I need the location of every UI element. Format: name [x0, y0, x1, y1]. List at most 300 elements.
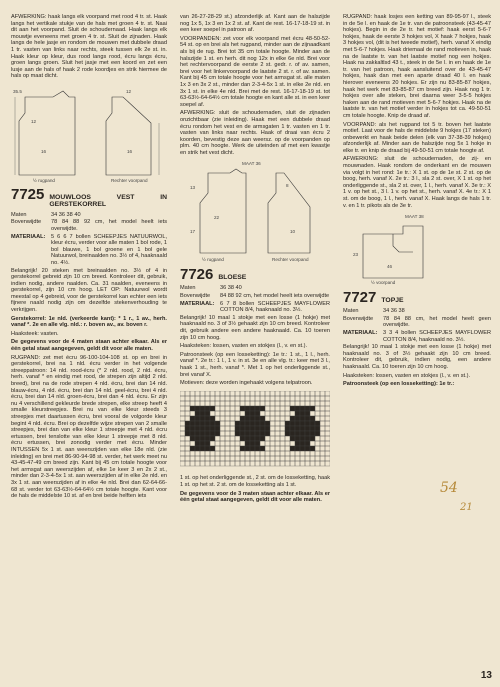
chart-cell — [200, 456, 205, 461]
chart-cell — [300, 436, 305, 441]
chart-cell — [265, 431, 270, 436]
diagram2-r1: 8 — [286, 183, 289, 189]
chart-cell — [185, 401, 190, 406]
pattern-title: MOUWLOOS VEST IN GERSTEKORREL — [49, 193, 167, 209]
material-row: MATERIAAL: 5 6 6 7 bollen SCHEEPJES NATUURWOL, kleur écru, verder voor alle maten 1 bol rode, 1 bol blauwe, 1 bol groene en 1 bol gele Natuurwol, breinaalden no. 3½ of 4, haaknaald no. 4½. — [11, 233, 167, 266]
chart-cell — [245, 431, 250, 436]
chart-cell — [270, 431, 275, 436]
chart-cell — [255, 426, 260, 431]
chart-cell — [190, 446, 195, 451]
chart-cell — [240, 451, 245, 456]
chart-cell — [230, 436, 235, 441]
chart-cell — [210, 406, 215, 411]
chart-cell — [310, 416, 315, 421]
chart-cell — [310, 421, 315, 426]
chart-cell — [230, 426, 235, 431]
chart-cell — [205, 441, 210, 446]
chart-cell — [250, 431, 255, 436]
chart-cell — [285, 441, 290, 446]
chart-cell — [210, 411, 215, 416]
diagram2-r2: 10 — [290, 229, 296, 235]
chart-cell — [200, 411, 205, 416]
chart-cell — [235, 431, 240, 436]
chart-cell — [215, 451, 220, 456]
chart-cell — [195, 391, 200, 396]
chart-cell — [255, 446, 260, 451]
diagram2-maat: MAAT 36 — [242, 161, 261, 167]
chart-cell — [225, 426, 230, 431]
chart-cell — [190, 441, 195, 446]
chart-cell — [275, 406, 280, 411]
chart-cell — [235, 441, 240, 446]
chart-cell — [190, 456, 195, 461]
chart-cell — [195, 421, 200, 426]
chart-cell — [255, 391, 260, 396]
chart-cell — [280, 416, 285, 421]
sizes-row: Maten 36 38 40 — [180, 285, 242, 292]
chart-cell — [220, 406, 225, 411]
chart-cell — [305, 396, 310, 401]
chart-cell — [220, 461, 225, 466]
chart-cell — [280, 421, 285, 426]
chart-cell — [270, 461, 275, 466]
chart-cell — [305, 431, 310, 436]
chart-cell — [285, 461, 290, 466]
chart-cell — [275, 396, 280, 401]
chart-cell — [260, 416, 265, 421]
chart-cell — [305, 456, 310, 461]
chart-cell — [310, 396, 315, 401]
chart-cell — [185, 406, 190, 411]
chart-cell — [250, 416, 255, 421]
chart-cell — [320, 416, 325, 421]
chart-cell — [195, 446, 200, 451]
chart-cell — [235, 446, 240, 451]
chart-cell — [230, 416, 235, 421]
chart-cell — [230, 391, 235, 396]
chart-cell — [235, 406, 240, 411]
chart-cell — [285, 406, 290, 411]
chart-cell — [320, 426, 325, 431]
chart-cell — [200, 461, 205, 466]
chart-cell — [210, 431, 215, 436]
chart-cell — [195, 461, 200, 466]
chart-cell — [290, 391, 295, 396]
diagram2-caption-right: Rechter voorpand — [272, 257, 309, 263]
chart-cell — [255, 461, 260, 466]
chart-cell — [265, 411, 270, 416]
chart-cell — [180, 406, 185, 411]
chart-cell — [250, 396, 255, 401]
chart-cell — [295, 461, 300, 466]
chart-cell — [250, 426, 255, 431]
chart-cell — [320, 441, 325, 446]
chart-cell — [295, 416, 300, 421]
pattern-title: BLOESE — [218, 274, 247, 282]
chart-cell — [180, 426, 185, 431]
chart-cell — [220, 446, 225, 451]
chart-cell — [235, 436, 240, 441]
chart-cell — [225, 411, 230, 416]
chart-cell — [270, 456, 275, 461]
afwerking-text: AFWERKING: haak langs elk voorpand met rood 4 tr. st. Haak langs het vertikale stukje van de hals met groen 4 tr. st. Naai dit aan het voorpand. Sluit de schoudernaad. Haak langs elk mouwtje eveneens met groen 4 tr. st. Sluit de zijnaden. Haak langs de hele jasje en rondom de mouwen met dubbele draad 1 tr. vasten van links naar rechts, steek tussen elk 2e st. in. Haak kleur op kleur, dus rood langs rood, écru langs écru, groen langs groen. Sluit het jasje met een koord en zet een lusje aan de hals of haak 2 rode koordjes en strik hiermee de hals op maat dicht. — [11, 14, 167, 80]
sizes-note: De gegevens voor de 4 maten staan achter elkaar. Als er één getal staat aangegeven, geldt dit voor alle maten. — [11, 339, 167, 353]
chart-cell — [295, 436, 300, 441]
chart-cell — [255, 421, 260, 426]
chart-cell — [210, 421, 215, 426]
chart-cell — [275, 461, 280, 466]
chart-cell — [325, 421, 330, 426]
chart-cell — [305, 421, 310, 426]
chart-cell — [270, 446, 275, 451]
chart-cell — [240, 401, 245, 406]
chart-cell — [325, 401, 330, 406]
rugpand-text: RUGPAND: haak losjes een ketting van 89-95-97 l., steek in de 5e l. en haak de 1e tr. van de patroonsteek (43-45-47 hokjes). Begin in de 2e tr. het motief: haak eerst 5-6-7 hokjes, haak de eerste 3 hokjes vol, X haak 7 hokjes, haak 3 hokjes vol, (dit is het tweede motief), herh. vanaf X eindig met 5-6-7 hokjes. Haak driemaal de rand motieven in, haak na de laatste tr. van het laatste motief nog een hokjes. Haak na zakkaltlsd 43 t., steek in de 5e l. in en haak de 1e tr. van het patroon, haak aansluitend over de 43-45-47 hokjes, haak dan met een aparte draad 40 l. en haak hierover eveneens 20 hokjes. Er zijn nu 83-85-87 hokjes, haak het werk met 83-85-87 cm breed zijn. Haak nog 1 tr. hokjes over alle steken, brei daarna weer 3-5-5 hokjes haken aan de rand motieven met 5-6-7 hokjes. Haak na de laatste tr. van het motief verder in hokjes tot ca. 49-50-51 cm totale hoogte. Knip de draad af. — [343, 14, 491, 119]
chart-cell — [220, 401, 225, 406]
chart-cell — [185, 431, 190, 436]
chart-cell — [180, 431, 185, 436]
chart-cell — [320, 396, 325, 401]
chart-cell — [280, 426, 285, 431]
pattern-diagram-2 — [180, 159, 330, 263]
chart-cell — [220, 451, 225, 456]
chart-cell — [240, 446, 245, 451]
chart-cell — [255, 431, 260, 436]
chart-cell — [245, 441, 250, 446]
chart-cell — [280, 436, 285, 441]
chart-cell — [230, 451, 235, 456]
width-row: Bovenwijdte 78 84 88 92 cm, het model heelt iets overwijdte. — [11, 219, 167, 232]
chart-cell — [220, 411, 225, 416]
chart-cell — [320, 406, 325, 411]
chart-cell — [225, 391, 230, 396]
chart-cell — [250, 391, 255, 396]
chart-cell — [295, 401, 300, 406]
chart-cell — [315, 451, 320, 456]
chart-cell — [205, 421, 210, 426]
chart-cell — [280, 411, 285, 416]
chart-cell — [200, 426, 205, 431]
pattern-number: 7725 — [11, 185, 45, 203]
diagram3-l2: 46 — [387, 264, 393, 270]
diagram1-label-rmid: 16 — [127, 148, 133, 154]
column-2 — [180, 14, 330, 674]
chart-cell — [190, 396, 195, 401]
chart-cell — [210, 401, 215, 406]
chart-cell — [185, 391, 190, 396]
chart-cell — [220, 421, 225, 426]
chart-cell — [195, 411, 200, 416]
chart-cell — [220, 441, 225, 446]
chart-cell — [195, 451, 200, 456]
chart-cell — [210, 396, 215, 401]
pattern-number: 7727 — [343, 289, 377, 307]
chart-cell — [315, 461, 320, 466]
chart-cell — [235, 396, 240, 401]
chart-cell — [260, 446, 265, 451]
chart-cell — [240, 426, 245, 431]
chart-cell — [245, 396, 250, 401]
chart-cell — [215, 406, 220, 411]
chart-cell — [285, 391, 290, 396]
diagram1-label-mid: 12 — [31, 118, 37, 124]
chart-cell — [315, 391, 320, 396]
chart-cell — [290, 441, 295, 446]
chart-cell — [200, 416, 205, 421]
chart-cell — [315, 416, 320, 421]
chart-cell — [225, 436, 230, 441]
chart-cell — [310, 391, 315, 396]
chart-cell — [235, 416, 240, 421]
chart-cell — [250, 441, 255, 446]
chart-cell — [315, 396, 320, 401]
chart-cell — [310, 426, 315, 431]
chart-cell — [185, 451, 190, 456]
chart-cell — [215, 401, 220, 406]
chart-cell — [265, 401, 270, 406]
chart-cell — [235, 391, 240, 396]
chart-cell — [185, 396, 190, 401]
chart-cell — [290, 401, 295, 406]
chart-cell — [180, 441, 185, 446]
chart-cell — [265, 451, 270, 456]
chart-cell — [285, 421, 290, 426]
chart-cell — [305, 406, 310, 411]
chart-cell — [275, 421, 280, 426]
chart-cell — [230, 431, 235, 436]
chart-cell — [245, 456, 250, 461]
chart-cell — [215, 461, 220, 466]
patroonsteek-text: Patroonsteek (op een losseketting): 1e tr.: — [343, 381, 455, 388]
chart-cell — [260, 461, 265, 466]
chart-cell — [255, 396, 260, 401]
chart-cell — [240, 411, 245, 416]
chart-cell — [240, 406, 245, 411]
chart-cell — [280, 391, 285, 396]
chart-cell — [245, 406, 250, 411]
chart-cell — [235, 451, 240, 456]
chart-cell — [280, 456, 285, 461]
chart-cell — [220, 426, 225, 431]
pattern-number: 7726 — [180, 266, 214, 284]
chart-cell — [275, 426, 280, 431]
pattern-header-7726 — [180, 267, 330, 282]
chart-cell — [220, 431, 225, 436]
chart-cell — [250, 446, 255, 451]
chart-cell — [280, 451, 285, 456]
chart-cell — [285, 451, 290, 456]
diagram1-label-bot: 16 — [41, 148, 47, 154]
chart-cell — [265, 391, 270, 396]
chart-cell — [250, 461, 255, 466]
width-row: Bovenwijdte 84 88 92 cm, het model heelt iets overwijdte — [180, 293, 330, 300]
chart-cell — [195, 406, 200, 411]
chart-cell — [210, 416, 215, 421]
chart-cell — [250, 411, 255, 416]
chart-cell — [215, 456, 220, 461]
chart-cell — [230, 396, 235, 401]
chart-cell — [295, 431, 300, 436]
chart-cell — [280, 461, 285, 466]
chart-cell — [205, 406, 210, 411]
chart-cell — [320, 401, 325, 406]
chart-cell — [240, 461, 245, 466]
chart-cell — [200, 391, 205, 396]
chart-cell — [260, 456, 265, 461]
chart-cell — [295, 426, 300, 431]
chart-cell — [255, 451, 260, 456]
chart-cell — [295, 396, 300, 401]
chart-cell — [225, 396, 230, 401]
chart-cell — [180, 401, 185, 406]
chart-cell — [305, 416, 310, 421]
chart-cell — [205, 436, 210, 441]
chart-cell — [220, 436, 225, 441]
chart-cell — [315, 401, 320, 406]
chart-cell — [240, 441, 245, 446]
chart-cell — [190, 391, 195, 396]
chart-cell — [195, 456, 200, 461]
chart-cell — [270, 406, 275, 411]
chart-cell — [285, 416, 290, 421]
chart-cell — [240, 391, 245, 396]
chart-cell — [200, 446, 205, 451]
haaksteken-text: Haaksteken: lossen, vasten en stokjes (l., v. en st.). — [180, 343, 308, 350]
chart-cell — [215, 416, 220, 421]
chart-cell — [320, 451, 325, 456]
chart-cell — [270, 451, 275, 456]
chart-cell — [255, 411, 260, 416]
chart-cell — [230, 411, 235, 416]
chart-cell — [215, 436, 220, 441]
chart-cell — [205, 456, 210, 461]
chart-cell — [200, 431, 205, 436]
chart-cell — [290, 451, 295, 456]
chart-cell — [275, 431, 280, 436]
chart-cell — [230, 461, 235, 466]
chart-cell — [225, 401, 230, 406]
chart-cell — [310, 446, 315, 451]
chart-cell — [205, 391, 210, 396]
pattern-diagram-3 — [343, 212, 491, 286]
chart-cell — [195, 396, 200, 401]
chart-cell — [240, 421, 245, 426]
chart-cell — [260, 396, 265, 401]
chart-cell — [290, 436, 295, 441]
chart-cell — [215, 421, 220, 426]
chart-cell — [320, 456, 325, 461]
chart-cell — [235, 426, 240, 431]
chart-cell — [180, 461, 185, 466]
chart-cell — [235, 401, 240, 406]
pattern-diagram-1 — [11, 83, 167, 183]
chart-cell — [325, 446, 330, 451]
chart-cell — [300, 431, 305, 436]
diagram3-caption: ½ voorpand — [371, 280, 396, 286]
diagram2-l1: 22 — [214, 215, 220, 221]
voorpanden-text: VOORPANDEN: zet voor elk voorpand met écru 48-50-52-54 st. op en brei als het rugpand, minder aan de zijnaadkant als bij de rug. Brei tot 35 cm totale hoogte. Minder aan de halszijde 1 st. en herh. dit nog 12x in elke 6e nld. Brei voor het rechtervoorpand de eerste 2 st. gedr. r. of av. samen, brei voor het linkervoorpand de laatste 2 st. r. of av. samen. Kant bij 45 cm totale hoogte voor het armsgat st. alle maten 1x 3 en 3x 2 st., minder dan 2-3-4-5x 1 st. in elke 2e nld. en 3x 1 st. in elke 4e nld. Brei met de rest. 16-17-18-19 st. tot 63-63½-64-64½ cm totale hoogte en kant alle st. in een keer soepel af. — [180, 35, 330, 108]
chart-cell — [295, 421, 300, 426]
chart-cell — [245, 411, 250, 416]
chart-cell — [240, 416, 245, 421]
chart-cell — [190, 451, 195, 456]
chart-cell — [280, 396, 285, 401]
chart-cell — [255, 436, 260, 441]
sizes-row: Maten 34 36 38 — [343, 308, 405, 315]
haaksteek-text: Haaksteek: vasten. — [11, 330, 59, 337]
chart-cell — [205, 411, 210, 416]
chart-cell — [190, 426, 195, 431]
chart-cell — [285, 396, 290, 401]
chart-cell — [250, 436, 255, 441]
material-row: MATERIAAL: 3 3 4 bollen SCHEEPJES MAYFLOWER COTTON 8/4, haaknaald no. 3½. — [343, 330, 491, 343]
chart-cell — [290, 411, 295, 416]
diagram2-l2: 13 — [190, 185, 196, 191]
chart-cell — [295, 406, 300, 411]
chart-cell — [245, 416, 250, 421]
chart-cell — [270, 426, 275, 431]
chart-cell — [200, 421, 205, 426]
chart-cell — [220, 456, 225, 461]
chart-cell — [295, 391, 300, 396]
chart-cell — [320, 446, 325, 451]
pattern-header-7727 — [343, 290, 491, 305]
chart-cell — [280, 406, 285, 411]
chart-cell — [205, 426, 210, 431]
diagram1-label-rtop: 12 — [126, 88, 132, 94]
chart-cell — [275, 411, 280, 416]
chart-cell — [180, 446, 185, 451]
chart-cell — [245, 401, 250, 406]
chart-cell — [190, 416, 195, 421]
chart-cell — [240, 456, 245, 461]
chart-cell — [260, 436, 265, 441]
chart-cell — [250, 401, 255, 406]
chart-cell — [230, 446, 235, 451]
chart-cell — [275, 451, 280, 456]
chart-cell — [200, 441, 205, 446]
chart-cell — [185, 446, 190, 451]
gauge-text: Belangrijk! 20 steken met breinaalden no. 3½ of 4 in gerstekorrel gebreid zijn 10 cm breed. Kontroleer dit, gebruik, indien nodig, andere naalden. Ca. 31 naalden, eveneens in gerstekorrel, zijn 10 cm hoog. LET OP: Natuurwol wordt meestal op 4 gebreid, voor de gerstekorrel kan echter een iets fijnere naald nodig zijn om dezelfde stekenverhouding te verkrijgen. — [11, 267, 167, 314]
chart-cell — [290, 456, 295, 461]
chart-cell — [290, 406, 295, 411]
chart-cell — [220, 396, 225, 401]
gauge-text: Belangrijk! 10 maal 1 stokje met een losse (1 hokje) met haaknaald no. 3 of 3½ gehaakt zijn 10 cm breed. Kontroleer dit, gebruik, indien nodig, een andere haaknaald. Ca. 10 toeren zijn 10 cm hoog. — [343, 344, 491, 370]
chart-cell — [320, 421, 325, 426]
stitch-text: Gerstekorrel: 1e nld. (verkeerde kant): * 1 r., 1 av., herh. vanaf *. 2e en alle vlg. nld.: r. boven av., av. boven r. — [11, 315, 167, 329]
chart-cell — [300, 396, 305, 401]
chart-cell — [260, 401, 265, 406]
chart-cell — [315, 421, 320, 426]
crochet-chart-grid — [180, 391, 330, 469]
chart-cell — [320, 461, 325, 466]
chart-cell — [290, 461, 295, 466]
chart-cell — [300, 456, 305, 461]
chart-cell — [275, 416, 280, 421]
chart-cell — [300, 406, 305, 411]
sizes-row: Maten 34 36 38 40 — [11, 211, 81, 218]
chart-cell — [325, 406, 330, 411]
chart-cell — [195, 436, 200, 441]
chart-cell — [310, 406, 315, 411]
chart-cell — [190, 461, 195, 466]
chart-cell — [225, 461, 230, 466]
chart-cell — [300, 411, 305, 416]
chart-cell — [255, 416, 260, 421]
motieven-text: Motieven: deze worden ingehaakt volgens telpatroon. — [180, 380, 313, 387]
chart-cell — [180, 396, 185, 401]
chart-cell — [210, 391, 215, 396]
